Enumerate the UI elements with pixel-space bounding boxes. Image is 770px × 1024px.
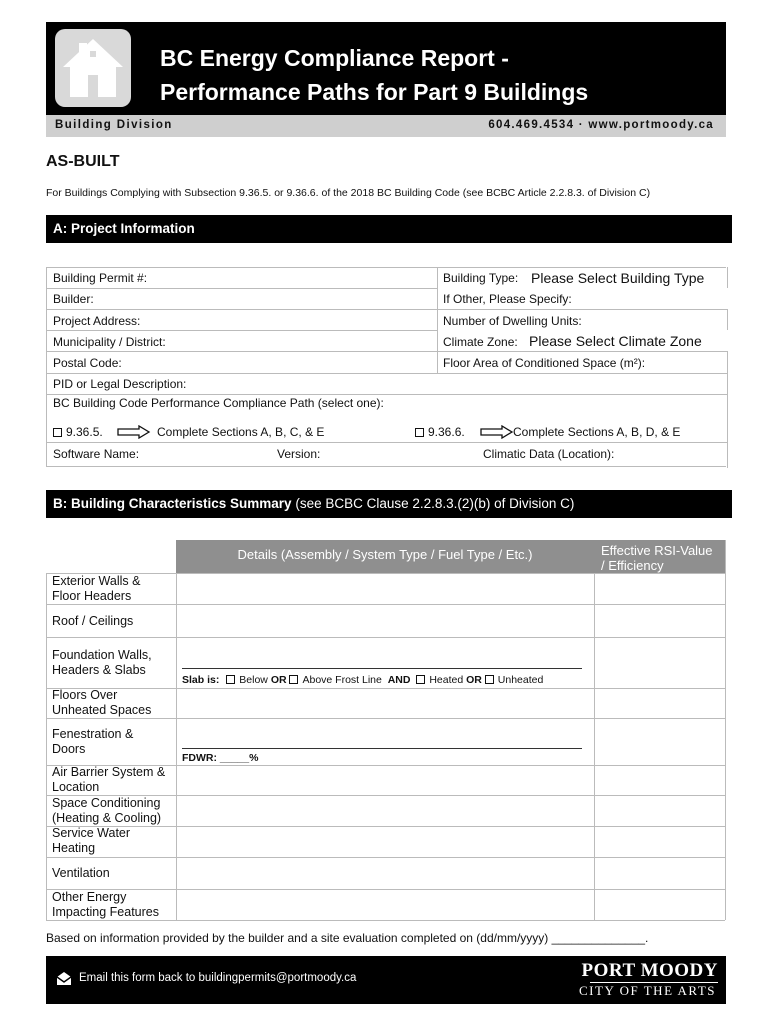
slab-heated-checkbox[interactable] bbox=[416, 675, 425, 684]
building-type-select[interactable]: Please Select Building Type bbox=[531, 270, 705, 286]
header-banner bbox=[46, 22, 726, 115]
option-9365-text: Complete Sections A, B, C, & E bbox=[157, 425, 325, 439]
row-label: Exterior Walls & Floor Headers bbox=[52, 574, 141, 603]
rsi-header-line-2: / Efficiency bbox=[601, 558, 664, 573]
postal-code-field[interactable]: Postal Code: bbox=[53, 356, 122, 370]
climate-zone-label: Climate Zone: bbox=[443, 335, 518, 349]
option-9366-code: 9.36.6. bbox=[428, 425, 465, 439]
report-title bbox=[160, 41, 588, 109]
row-label: Ventilation bbox=[52, 866, 110, 880]
title-line-2: Performance Paths for Part 9 Buildings bbox=[160, 79, 589, 105]
project-information-form bbox=[46, 267, 726, 467]
option-9366-text: Complete Sections A, B, D, & E bbox=[513, 425, 681, 439]
arrow-right-icon bbox=[480, 425, 514, 439]
slab-label: Slab is: bbox=[182, 674, 220, 686]
fenestration-details-line bbox=[182, 748, 582, 749]
email-instruction[interactable]: Email this form back to buildingpermits@portmoody.ca bbox=[79, 972, 357, 984]
row-label: Other Energy Impacting Features bbox=[52, 890, 159, 919]
project-address-field[interactable]: Project Address: bbox=[53, 314, 141, 328]
climate-zone-select[interactable]: Please Select Climate Zone bbox=[529, 333, 702, 349]
compliance-path-label: BC Building Code Performance Compliance Path (select one): bbox=[53, 396, 384, 410]
division-bar bbox=[46, 115, 726, 137]
if-other-field[interactable]: If Other, Please Specify: bbox=[443, 292, 572, 306]
rsi-header-line-1: Effective RSI-Value bbox=[601, 543, 713, 558]
footer bbox=[46, 956, 726, 1004]
title-line-1: BC Energy Compliance Report - bbox=[160, 45, 509, 71]
row-label: Air Barrier System & Location bbox=[52, 765, 166, 794]
house-logo-icon bbox=[55, 29, 131, 107]
envelope-icon bbox=[56, 970, 72, 986]
slab-options: Slab is: Below OR Above Frost Line AND Heated OR Unheated bbox=[182, 674, 544, 686]
version-field[interactable]: Version: bbox=[277, 447, 321, 461]
arrow-right-icon bbox=[117, 425, 151, 439]
dwelling-units-field[interactable]: Number of Dwelling Units: bbox=[443, 314, 582, 328]
city-tagline: CITY OF THE ARTS bbox=[579, 983, 716, 998]
building-characteristics-table bbox=[46, 540, 726, 921]
fdwr-field[interactable]: FDWR: _____% bbox=[182, 752, 259, 764]
slab-below-checkbox[interactable] bbox=[226, 675, 235, 684]
division-label: Building Division bbox=[55, 119, 173, 131]
slab-unheated-checkbox[interactable] bbox=[485, 675, 494, 684]
row-label: Fenestration & Doors bbox=[52, 727, 134, 756]
checkbox-icon bbox=[415, 428, 424, 437]
page-heading: AS-BUILT bbox=[46, 153, 120, 170]
section-b-title-ref: (see BCBC Clause 2.2.8.3.(2)(b) of Division C) bbox=[291, 496, 575, 511]
section-a-header bbox=[46, 215, 732, 243]
subtitle: For Buildings Complying with Subsection 9.36.5. or 9.36.6. of the 2018 BC Building Code (see BCBC Article 2.2.8.3. of Division C) bbox=[46, 187, 651, 199]
floor-area-field[interactable]: Floor Area of Conditioned Space (m²): bbox=[443, 356, 646, 370]
building-type-label: Building Type: bbox=[443, 271, 519, 285]
pid-field[interactable]: PID or Legal Description: bbox=[53, 377, 187, 391]
row-label: Foundation Walls, Headers & Slabs bbox=[52, 648, 152, 677]
row-label: Space Conditioning (Heating & Cooling) bbox=[52, 796, 162, 825]
option-9365-code: 9.36.5. bbox=[66, 425, 103, 439]
municipality-field[interactable]: Municipality / District: bbox=[53, 335, 166, 349]
contact-info: 604.469.4534 · www.portmoody.ca bbox=[488, 119, 714, 131]
option-9365-checkbox[interactable] bbox=[53, 425, 103, 439]
option-9366-checkbox[interactable] bbox=[415, 425, 465, 439]
slab-above-checkbox[interactable] bbox=[289, 675, 298, 684]
builder-field[interactable]: Builder: bbox=[53, 292, 94, 306]
building-permit-field[interactable]: Building Permit #: bbox=[53, 271, 148, 285]
checkbox-icon bbox=[53, 428, 62, 437]
row-label: Service Water Heating bbox=[52, 826, 131, 855]
section-a-title: A: Project Information bbox=[53, 221, 195, 236]
row-label: Roof / Ceilings bbox=[52, 614, 134, 628]
section-b-title: B: Building Characteristics Summary bbox=[53, 496, 292, 511]
climatic-data-field[interactable]: Climatic Data (Location): bbox=[483, 447, 615, 461]
port-moody-logo-text: PORT MOODY bbox=[581, 960, 718, 981]
table-grid bbox=[46, 540, 726, 921]
row-label: Floors Over Unheated Spaces bbox=[52, 688, 152, 717]
section-b-header bbox=[46, 490, 732, 518]
foundation-details-line bbox=[182, 668, 582, 669]
software-name-field[interactable]: Software Name: bbox=[53, 447, 140, 461]
site-evaluation-statement: Based on information provided by the builder and a site evaluation completed on (dd/mm/yyyy) ______________. bbox=[46, 931, 649, 945]
details-column-header: Details (Assembly / System Type / Fuel Type / Etc.) bbox=[237, 547, 533, 562]
